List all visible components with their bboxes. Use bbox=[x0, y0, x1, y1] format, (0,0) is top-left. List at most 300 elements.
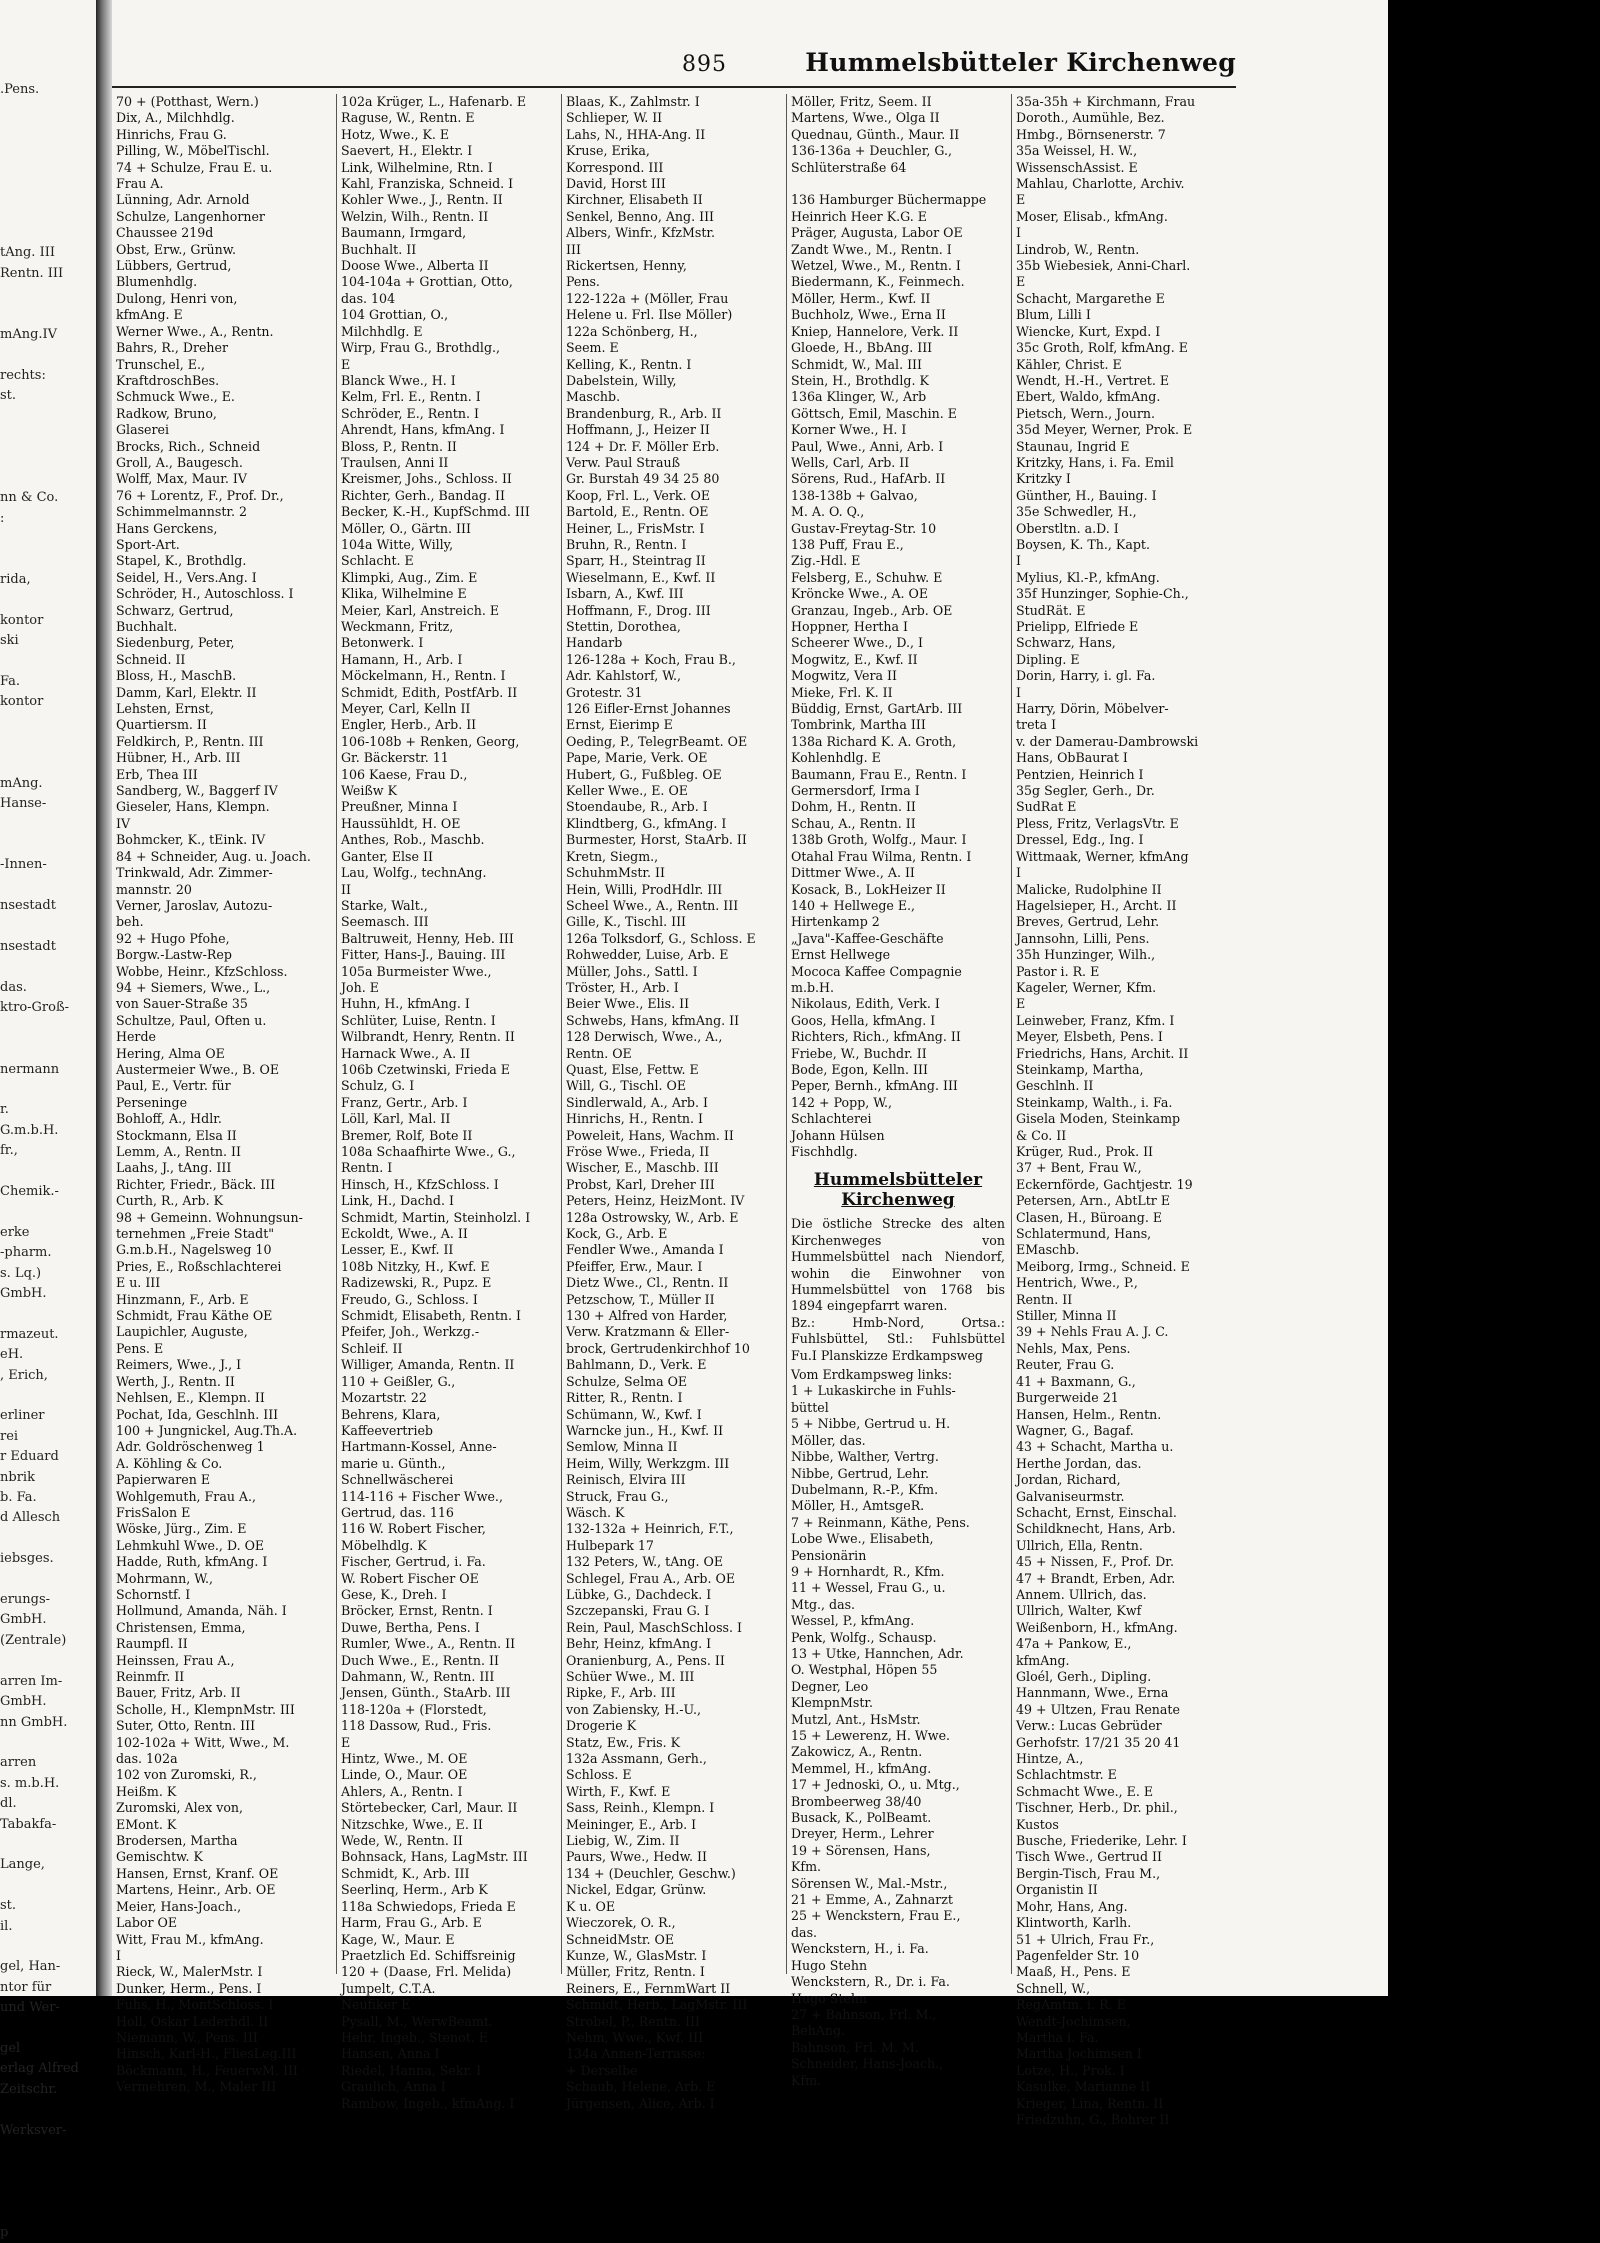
directory-entry: mannstr. 20 bbox=[116, 881, 192, 897]
directory-entry: Betonwerk. I bbox=[341, 635, 424, 651]
edge-text-line: s. m.b.H. bbox=[0, 1775, 60, 1791]
directory-entry: Ernst Hellwege bbox=[791, 947, 891, 963]
directory-entry: Reinmfr. II bbox=[116, 1669, 185, 1684]
directory-entry: Bohmcker, K., tEink. IV bbox=[116, 832, 266, 848]
directory-entry: das. 102a bbox=[116, 1751, 178, 1767]
directory-entry: Meyer, Elsbeth, Pens. I bbox=[1016, 1029, 1163, 1045]
edge-text-line: Hanse- bbox=[0, 796, 47, 812]
directory-entry: Probst, Karl, Dreher III bbox=[566, 1176, 715, 1192]
directory-entry: Goos, Hella, kfmAng. I bbox=[791, 1012, 936, 1028]
directory-entry: Bohnsack, Hans, LagMstr. III bbox=[341, 1849, 528, 1865]
edge-text-line bbox=[0, 2019, 92, 2039]
directory-entry: Schlacht. E bbox=[341, 553, 414, 569]
directory-entry: Schnellwäscherei bbox=[341, 1472, 454, 1488]
directory-entry: Fischhdlg. bbox=[791, 1144, 858, 1159]
directory-entry: Mococa Kaffee Compagnie bbox=[791, 963, 962, 979]
directory-entry: Mogwitz, Vera II bbox=[791, 668, 897, 684]
directory-entry: Jumpelt, C.T.A. bbox=[341, 1980, 436, 1996]
directory-entry: Preußner, Minna I bbox=[341, 799, 458, 815]
directory-entry: Perseninge bbox=[116, 1094, 188, 1110]
directory-entry: 7 + Reinmann, Käthe, Pens. bbox=[791, 1514, 970, 1530]
directory-entry: Kröncke Wwe., A. OE bbox=[791, 586, 929, 602]
directory-entry: Dulong, Henri von, bbox=[116, 290, 238, 306]
edge-text-line: nbrik bbox=[0, 1469, 35, 1485]
directory-entry: Pochat, Ida, Geschlnh. III bbox=[116, 1406, 279, 1422]
edge-text-line: r Eduard bbox=[0, 1449, 59, 1465]
directory-entry: Petersen, Arn., AbtLtr E bbox=[1016, 1193, 1171, 1209]
directory-entry: 114-116 + Fischer Wwe., bbox=[341, 1488, 503, 1504]
directory-entry: Seemasch. III bbox=[341, 914, 429, 930]
directory-entry: Schmuck Wwe., E. bbox=[116, 389, 235, 405]
directory-entry: Hotz, Wwe., K. E bbox=[341, 126, 450, 142]
edge-text-line bbox=[0, 1386, 92, 1406]
directory-entry: Richter, Friedr., Bäck. III bbox=[116, 1176, 276, 1192]
directory-entry: Kreismer, Johs., Schloss. II bbox=[341, 471, 512, 487]
edge-text-line bbox=[0, 590, 92, 610]
directory-entry: 138-138b + Galvao, bbox=[791, 487, 918, 503]
directory-entry: Dressel, Edg., Ing. I bbox=[1016, 832, 1144, 848]
directory-entry: Tombrink, Martha III bbox=[791, 717, 926, 733]
directory-entry: von Sauer-Straße 35 bbox=[116, 996, 248, 1012]
directory-entry: Kosack, B., LokHeizer II bbox=[791, 881, 946, 897]
directory-entry: Stockmann, Elsa II bbox=[116, 1127, 237, 1143]
section-side-heading: Vom Erdkampsweg links: bbox=[791, 1367, 953, 1383]
section-intro: Die östliche Strecke des alten Kirchenweges von Hummelsbüttel nach Niendorf, wohin die Einwohner von Hummelsbüttel von 1768 bis 1894 eingepfarrt waren. bbox=[791, 1216, 1005, 1314]
directory-entry: Joh. E bbox=[341, 979, 379, 995]
edge-text-line bbox=[0, 713, 92, 733]
directory-entry: Labor OE bbox=[116, 1915, 178, 1931]
directory-entry: Schloss. E bbox=[566, 1767, 632, 1783]
directory-entry: Oberstltn. a.D. I bbox=[1016, 520, 1119, 536]
directory-entry: 15 + Lewerenz, H. Wwe. bbox=[791, 1728, 951, 1743]
directory-entry: Dietz Wwe., Cl., Rentn. II bbox=[566, 1275, 729, 1291]
directory-entry: Kahl, Franziska, Schneid. I bbox=[341, 176, 514, 192]
directory-entry: Hartmann-Kossel, Anne- bbox=[341, 1439, 497, 1455]
directory-entry: Staunau, Ingrid E bbox=[1016, 438, 1130, 454]
directory-entry: Schlieper, W. II bbox=[566, 110, 663, 126]
directory-entry: Siedenburg, Peter, bbox=[116, 635, 235, 651]
directory-entry: Schleif. II bbox=[341, 1340, 403, 1356]
directory-entry: Radizewski, R., Pupz. E bbox=[341, 1275, 492, 1291]
directory-entry: Riedel, Hanna, Sekr. I bbox=[341, 2062, 482, 2078]
edge-text-line: nsestadt bbox=[0, 898, 56, 914]
directory-entry: 116 W. Robert Fischer, bbox=[341, 1521, 486, 1537]
directory-entry: brock, Gertrudenkirchhof 10 bbox=[566, 1340, 750, 1356]
directory-entry: 132-132a + Heinrich, F.T., bbox=[566, 1521, 734, 1537]
directory-entry: Schulz, G. I bbox=[341, 1078, 415, 1094]
edge-text-line: und Wer- bbox=[0, 2000, 60, 2016]
directory-entry: Hinzmann, F., Arb. E bbox=[116, 1291, 249, 1307]
directory-entry: 126a Tolksdorf, G., Schloss. E bbox=[566, 930, 756, 946]
directory-entry: Seem. E bbox=[566, 340, 619, 356]
directory-entry: Isbarn, A., Kwf. III bbox=[566, 586, 684, 602]
directory-entry: Schimmelmannstr. 2 bbox=[116, 504, 248, 520]
directory-entry: Rieck, W., MalerMstr. I bbox=[116, 1964, 263, 1980]
directory-entry: Schmidt, Herb., LagMstr. III bbox=[566, 1997, 748, 2013]
directory-entry: Quartiersm. II bbox=[116, 717, 207, 733]
directory-entry: Schneider, Hans-Joach., bbox=[791, 2056, 944, 2072]
directory-entry: Günther, H., Bauing. I bbox=[1016, 487, 1157, 503]
directory-entry: Hadde, Ruth, kfmAng. I bbox=[116, 1554, 268, 1570]
directory-entry: 37 + Bent, Frau W., bbox=[1016, 1160, 1142, 1176]
directory-entry: Huhn, H., kfmAng. I bbox=[341, 996, 470, 1012]
directory-entry: Schlachterei bbox=[791, 1111, 872, 1127]
edge-text-line bbox=[0, 1202, 92, 1222]
directory-entry: Pagenfelder Str. 10 bbox=[1016, 1947, 1140, 1963]
directory-entry: Heinssen, Frau A., bbox=[116, 1652, 235, 1668]
directory-entry: I bbox=[1016, 684, 1021, 700]
directory-entry: Seerlinq, Herm., Arb K bbox=[341, 1882, 488, 1898]
directory-entry: Pless, Fritz, VerlagsVtr. E bbox=[1016, 815, 1179, 831]
directory-entry: Sörensen W., Mal.-Mstr., bbox=[791, 1875, 948, 1891]
directory-entry: Steinkamp, Martha, bbox=[1016, 1061, 1144, 1077]
directory-entry: 47 + Brandt, Erben, Adr. bbox=[1016, 1570, 1176, 1586]
directory-entry: Dubelmann, R.-P., Kfm. bbox=[791, 1481, 939, 1497]
directory-entry: Schlüterstraße 64 bbox=[791, 159, 907, 175]
directory-entry: Poweleit, Hans, Wachm. II bbox=[566, 1127, 734, 1143]
directory-entry: Kähler, Christ. E bbox=[1016, 356, 1122, 372]
edge-text-line bbox=[0, 202, 92, 222]
directory-entry: Hansen, Ernst, Kranf. OE bbox=[116, 1865, 279, 1881]
directory-entry: 124 + Dr. F. Möller Erb. bbox=[566, 438, 720, 454]
directory-entry: Beier Wwe., Elis. II bbox=[566, 996, 690, 1012]
directory-entry: 106 Kaese, Frau D., bbox=[341, 766, 468, 782]
directory-entry: Bohloff, A., Hdlr. bbox=[116, 1111, 222, 1127]
directory-entry: Felsberg, E., Schuhw. E bbox=[791, 569, 943, 585]
edge-text-line bbox=[0, 957, 92, 977]
edge-text-line: eH. bbox=[0, 1347, 24, 1363]
directory-entry: kfmAng. bbox=[1016, 1652, 1070, 1668]
directory-entry: Mtg., das. bbox=[791, 1596, 856, 1612]
directory-entry: Schornstf. I bbox=[116, 1586, 191, 1602]
directory-entry: 110 + Geißler, G., bbox=[341, 1373, 456, 1389]
directory-entry: Mieke, Frl. K. II bbox=[791, 684, 893, 700]
directory-entry: Jürgensen, Alice, Arb. I bbox=[566, 2095, 715, 2111]
directory-entry: Nickel, Edgar, Grünw. bbox=[566, 1882, 707, 1898]
directory-entry: Hübner, H., Arb. III bbox=[116, 750, 241, 766]
directory-entry: Nehlsen, E., Klempn. II bbox=[116, 1390, 265, 1406]
edge-text-line: kontor bbox=[0, 694, 44, 710]
directory-entry: Störtebecker, Carl, Maur. II bbox=[341, 1800, 518, 1816]
edge-text-line bbox=[0, 1039, 92, 1059]
directory-entry: Saevert, H., Elektr. I bbox=[341, 143, 473, 159]
directory-entry: Adr. Kahlstorf, W., bbox=[566, 668, 681, 684]
directory-entry: Bloss, H., MaschB. bbox=[116, 668, 237, 684]
directory-entry: Tisch Wwe., Gertrud II bbox=[1016, 1849, 1162, 1865]
directory-entry: Leinweber, Franz, Kfm. I bbox=[1016, 1012, 1175, 1028]
directory-entry: Oranienburg, A., Pens. II bbox=[566, 1652, 725, 1668]
edge-text-line: GmbH. bbox=[0, 1285, 47, 1301]
directory-entry: Sass, Reinh., Klempn. I bbox=[566, 1800, 715, 1816]
edge-text-line: nn & Co. bbox=[0, 490, 59, 506]
directory-entry: Strobel, P., Rentn. III bbox=[566, 2013, 700, 2029]
directory-entry: Hansen, Helm., Rentn. bbox=[1016, 1406, 1162, 1422]
directory-entry: Hannmann, Wwe., Erna bbox=[1016, 1685, 1169, 1701]
directory-entry: Wendt, H.-H., Vertret. E bbox=[1016, 372, 1170, 388]
directory-entry: 94 + Siemers, Wwe., L., bbox=[116, 979, 271, 995]
directory-entry: 51 + Ulrich, Frau Fr., bbox=[1016, 1931, 1155, 1947]
directory-entry: 17 + Jednoski, O., u. Mtg., bbox=[791, 1777, 960, 1793]
directory-entry: Ahlers, A., Rentn. I bbox=[341, 1783, 463, 1799]
directory-entry: Wobbe, Heinr., KfzSchloss. bbox=[116, 963, 288, 979]
directory-entry: v. der Damerau-Dambrowski bbox=[1016, 733, 1199, 749]
edge-text-line bbox=[0, 651, 92, 671]
edge-text-line: rechts: bbox=[0, 367, 46, 383]
directory-entry: 104 Grottian, O., bbox=[341, 307, 449, 323]
directory-entry: Ahrendt, Hans, kfmAng. I bbox=[341, 422, 505, 438]
directory-entry: Hans Gerckens, bbox=[116, 520, 218, 536]
directory-entry: Stettin, Dorothea, bbox=[566, 619, 681, 634]
directory-entry: Wohlgemuth, Frau A., bbox=[116, 1488, 257, 1504]
directory-entry: Wagner, G., Bagaf. bbox=[1016, 1422, 1134, 1438]
directory-entry: Struck, Frau G., bbox=[566, 1488, 669, 1504]
directory-entry: treta I bbox=[1016, 717, 1057, 733]
edge-text-line bbox=[0, 1835, 92, 1855]
directory-entry: Kohlenhdlg. E bbox=[791, 750, 881, 766]
directory-entry: Buchhalt. II bbox=[341, 241, 417, 257]
edge-text-line: rida, bbox=[0, 571, 31, 587]
directory-entry: Duwe, Bertha, Pens. I bbox=[341, 1619, 480, 1635]
directory-entry: Lobe Wwe., Elisabeth, bbox=[791, 1531, 934, 1547]
directory-entry: Fuhs, H., MontSchloss. I bbox=[116, 1997, 274, 2013]
directory-entry: Schlachtmstr. E bbox=[1016, 1767, 1117, 1783]
edge-text-line bbox=[0, 2100, 92, 2120]
directory-entry: Nitzschke, Wwe., E. II bbox=[341, 1816, 483, 1832]
directory-entry: Richter, Gerh., Bandag. II bbox=[341, 487, 505, 503]
directory-entry: Harnack Wwe., A. II bbox=[341, 1045, 471, 1061]
section-heading-line-1: Hummelsbütteler bbox=[813, 1170, 983, 1191]
edge-text-line bbox=[0, 1570, 92, 1590]
directory-entry: Harry, Dörin, Möbelver- bbox=[1016, 701, 1169, 717]
directory-entry: Baltruweit, Henny, Heb. III bbox=[341, 930, 514, 946]
directory-entry: 100 + Jungnickel, Aug.Th.A. bbox=[116, 1422, 298, 1438]
edge-text-line: Fa. bbox=[0, 673, 21, 689]
directory-entry: Mohrmann, W., bbox=[116, 1570, 214, 1586]
directory-entry: Hinsch, Karl-H., FliesLeg.III bbox=[116, 2046, 297, 2062]
directory-entry: Dohm, H., Rentn. II bbox=[791, 799, 916, 815]
directory-entry: Korner Wwe., H. I bbox=[791, 422, 907, 438]
directory-entry: IV bbox=[116, 815, 131, 831]
directory-entry: Martha i. Fa. bbox=[1016, 2029, 1099, 2045]
directory-entry: Dahmann, W., Rentn. III bbox=[341, 1669, 495, 1684]
directory-entry: Pfeiffer, Erw., Maur. I bbox=[566, 1258, 703, 1274]
directory-entry: Koop, Frl. L., Verk. OE bbox=[566, 487, 711, 503]
directory-entry: Verner, Jaroslav, Autozu- bbox=[116, 897, 273, 913]
directory-entry: Germersdorf, Irma I bbox=[791, 783, 920, 799]
directory-entry: Neufiker E bbox=[341, 1997, 411, 2013]
directory-entry: Nibbe, Walther, Vertrg. bbox=[791, 1449, 939, 1465]
directory-entry: Gloél, Gerh., Dipling. bbox=[1016, 1669, 1152, 1684]
directory-entry: 134a Annen-Terrasse: bbox=[566, 2046, 706, 2062]
directory-entry: 136 Hamburger Büchermappe bbox=[791, 192, 987, 208]
directory-entry: Weißenborn, H., kfmAng. bbox=[1016, 1619, 1178, 1635]
directory-entry: Sparr, H., Steintrag II bbox=[566, 553, 706, 569]
edge-text-line: Rentn. III bbox=[0, 265, 64, 281]
directory-entry: Drogerie K bbox=[566, 1718, 637, 1734]
directory-entry: Möller, H., AmtsgeR. bbox=[791, 1498, 925, 1514]
directory-entry: Buchholz, Wwe., Erna II bbox=[791, 307, 946, 323]
directory-entry: 35c Groth, Rolf, kfmAng. E bbox=[1016, 340, 1188, 356]
directory-entry: 122a Schönberg, H., bbox=[566, 323, 698, 339]
directory-entry: 134 + (Deuchler, Geschw.) bbox=[566, 1865, 736, 1881]
edge-text-line: st. bbox=[0, 388, 17, 404]
directory-entry: Breves, Gertrud, Lehr. bbox=[1016, 914, 1160, 930]
directory-entry: Eckernförde, Gachtjestr. 19 bbox=[1016, 1176, 1193, 1192]
directory-entry: Rumler, Wwe., A., Rentn. II bbox=[341, 1636, 516, 1652]
directory-entry: Ripke, F., Arb. III bbox=[566, 1685, 676, 1701]
directory-entry: Starke, Walt., bbox=[341, 897, 428, 913]
directory-entry: Curth, R., Arb. K bbox=[116, 1193, 224, 1209]
directory-entry: Krieger, Lina, Rentn. II bbox=[1016, 2095, 1164, 2111]
edge-text-line bbox=[0, 1651, 92, 1671]
directory-entry: Schwarz, Hans, bbox=[1016, 635, 1116, 651]
edge-text-line bbox=[0, 549, 92, 569]
directory-entry: Scheel Wwe., A., Rentn. III bbox=[566, 897, 739, 913]
edge-text-line bbox=[0, 1733, 92, 1753]
directory-entry: E u. III bbox=[116, 1275, 161, 1291]
directory-entry: KraftdroschBes. bbox=[116, 372, 220, 388]
directory-entry: 128a Ostrowsky, W., Arb. E bbox=[566, 1209, 739, 1225]
directory-entry: Wede, W., Rentn. II bbox=[341, 1833, 463, 1849]
directory-entry: Welzin, Wilh., Rentn. II bbox=[341, 208, 489, 224]
edge-text-line: d Allesch bbox=[0, 1510, 61, 1526]
directory-entry: Graulich, Anna I bbox=[341, 2079, 446, 2095]
directory-entry: 106b Czetwinski, Frieda E bbox=[341, 1061, 510, 1077]
directory-entry: Mutzl, Ant., HsMstr. bbox=[791, 1711, 921, 1727]
directory-entry: Peters, Heinz, HeizMont. IV bbox=[566, 1193, 745, 1209]
directory-entry: Wischer, E., Maschb. III bbox=[566, 1160, 719, 1176]
directory-entry: Friedrichs, Hans, Archit. II bbox=[1016, 1045, 1189, 1061]
directory-entry: StudRät. E bbox=[1016, 602, 1086, 618]
directory-entry: Kirchner, Elisabeth II bbox=[566, 192, 703, 208]
directory-entry: „Java"-Kaffee-Geschäfte bbox=[791, 930, 944, 946]
directory-entry: Hering, Alma OE bbox=[116, 1045, 225, 1061]
column-2 bbox=[337, 94, 562, 2111]
directory-entry: Ernst, Eierimp E bbox=[566, 717, 673, 733]
directory-entry: Penk, Wolfg., Schausp. bbox=[791, 1629, 937, 1645]
directory-entry: David, Horst III bbox=[566, 176, 666, 192]
directory-entry: Witt, Frau M., kfmAng. bbox=[116, 1931, 264, 1947]
directory-entry: Wilbrandt, Henry, Rentn. II bbox=[341, 1029, 515, 1045]
directory-entry: Galvaniseurmstr. bbox=[1016, 1488, 1125, 1504]
directory-entry: Traulsen, Anni II bbox=[341, 454, 449, 470]
edge-text-line: -Innen- bbox=[0, 857, 47, 873]
edge-text-line: ski bbox=[0, 632, 19, 648]
directory-entry: Moser, Elisab., kfmAng. bbox=[1016, 208, 1168, 224]
directory-entry: Bloss, P., Rentn. II bbox=[341, 438, 457, 454]
directory-entry: 92 + Hugo Pfohe, bbox=[116, 930, 230, 946]
directory-entry: Meiborg, Irmg., Schneid. E bbox=[1016, 1258, 1190, 1274]
directory-entry: Geschlnh. II bbox=[1016, 1078, 1094, 1094]
directory-entry: Quast, Else, Fettw. E bbox=[566, 1061, 699, 1077]
directory-entry: G.m.b.H., Nagelsweg 10 bbox=[116, 1242, 272, 1258]
directory-entry: SchneidMstr. OE bbox=[566, 1931, 675, 1947]
directory-entry: 35d Meyer, Werner, Prok. E bbox=[1016, 422, 1193, 438]
directory-entry: Paurs, Wwe., Hedw. II bbox=[566, 1849, 707, 1865]
directory-entry: 108a Schaafhirte Wwe., G., bbox=[341, 1144, 516, 1159]
directory-entry: Hinrichs, H., Rentn. I bbox=[566, 1111, 703, 1127]
directory-entry: Hinsch, H., KfzSchloss. I bbox=[341, 1176, 499, 1192]
directory-entry: Busche, Friederike, Lehr. I bbox=[1016, 1833, 1187, 1849]
directory-entry: WissenschAssist. E bbox=[1016, 159, 1138, 175]
directory-entry: Rohwedder, Luise, Arb. E bbox=[566, 947, 729, 963]
directory-entry: Hansen, Anna I bbox=[341, 2046, 440, 2062]
edge-text-line bbox=[0, 284, 92, 304]
directory-entry: Bröcker, Ernst, Rentn. I bbox=[341, 1603, 493, 1619]
directory-entry: Kruse, Erika, bbox=[566, 143, 650, 159]
page-number: 895 bbox=[682, 52, 727, 77]
directory-entry: Handarb bbox=[566, 635, 623, 651]
directory-entry: Schulze, Selma OE bbox=[566, 1373, 688, 1389]
directory-entry: Vermehren, M., Maler III bbox=[116, 2079, 277, 2095]
directory-entry: Hoffmann, J., Heizer II bbox=[566, 422, 710, 438]
directory-entry: Kageler, Werner, Kfm. bbox=[1016, 979, 1157, 995]
directory-entry: Dunker, Herm., Pens. I bbox=[116, 1980, 262, 1996]
directory-entry: Verw. Paul Strauß bbox=[566, 454, 681, 470]
directory-entry: 35e Schwedler, H., bbox=[1016, 504, 1137, 520]
directory-entry: Johann Hülsen bbox=[791, 1127, 885, 1143]
directory-entry: Friedzuhn, G., Bohrer II bbox=[1016, 2111, 1170, 2127]
directory-entry: ternehmen „Freie Stadt" bbox=[116, 1226, 275, 1242]
directory-entry: 5 + Nibbe, Gertrud u. H. bbox=[791, 1416, 951, 1432]
directory-entry: Haussühldt, H. OE bbox=[341, 815, 461, 831]
directory-entry: Doose Wwe., Alberta II bbox=[341, 258, 489, 274]
directory-entry: Maaß, H., Pens. E bbox=[1016, 1964, 1131, 1980]
directory-entry: Bartold, E., Rentn. OE bbox=[566, 504, 709, 520]
directory-entry: Lübbers, Gertrud, bbox=[116, 258, 232, 274]
header-rule bbox=[112, 86, 1236, 88]
directory-entry: Mogwitz, E., Kwf. II bbox=[791, 651, 918, 667]
directory-entry: Martha Jochimsen I bbox=[1016, 2046, 1142, 2062]
directory-entry: Hulbepark 17 bbox=[566, 1537, 654, 1553]
directory-entry: Helene u. Frl. Ilse Möller) bbox=[566, 307, 733, 323]
directory-entry: Buchhalt. bbox=[116, 619, 178, 634]
directory-entry: Feldkirch, P., Rentn. III bbox=[116, 733, 264, 749]
directory-entry: Kaffeevertrieb bbox=[341, 1422, 433, 1438]
edge-text-line: erliner bbox=[0, 1408, 45, 1424]
edge-text-line: st. bbox=[0, 1898, 17, 1914]
directory-entry: Kelling, K., Rentn. I bbox=[566, 356, 692, 372]
directory-entry: Wolff, Max, Maur. IV bbox=[116, 471, 247, 487]
directory-entry: Korrespond. III bbox=[566, 159, 664, 175]
directory-columns bbox=[112, 94, 1238, 2127]
directory-entry: Gieseler, Hans, Klempn. bbox=[116, 799, 270, 815]
directory-entry: Link, Wilhelmine, Rtn. I bbox=[341, 159, 493, 175]
directory-entry: Ullrich, Ella, Rentn. bbox=[1016, 1537, 1143, 1553]
directory-entry: Friebe, W., Buchdr. II bbox=[791, 1045, 927, 1061]
directory-entry: 102 von Zuromski, R., bbox=[116, 1767, 257, 1783]
directory-entry: + Derselbe bbox=[566, 2062, 638, 2078]
directory-entry: W. Robert Fischer OE bbox=[341, 1570, 479, 1586]
directory-entry: 27 + Bahnson, Frl. M., bbox=[791, 2006, 937, 2022]
directory-entry: Schmidt, Martin, Steinholzl. I bbox=[341, 1209, 531, 1225]
directory-entry: Weißw K bbox=[341, 783, 398, 799]
directory-entry: 21 + Emme, A., Zahnarzt bbox=[791, 1892, 953, 1908]
directory-entry: 142 + Popp, W., bbox=[791, 1094, 893, 1110]
directory-entry: Schlatermund, Hans, bbox=[1016, 1226, 1152, 1242]
directory-entry: 105a Burmeister Wwe., bbox=[341, 963, 492, 979]
edge-text-line bbox=[0, 876, 92, 896]
directory-entry: Raumpfl. II bbox=[116, 1636, 188, 1652]
edge-text-line: r. bbox=[0, 1102, 9, 1118]
directory-entry: 39 + Nehls Frau A. J. C. bbox=[1016, 1324, 1169, 1340]
edge-text-line bbox=[0, 223, 92, 243]
directory-entry: Hinrichs, Frau G. bbox=[116, 126, 227, 142]
directory-entry: Dipling. E bbox=[1016, 651, 1080, 667]
directory-entry: 43 + Schacht, Martha u. bbox=[1016, 1439, 1174, 1455]
directory-entry: Sörens, Rud., HafArb. II bbox=[791, 471, 946, 487]
directory-entry: Hirtenkamp 2 bbox=[791, 914, 880, 930]
